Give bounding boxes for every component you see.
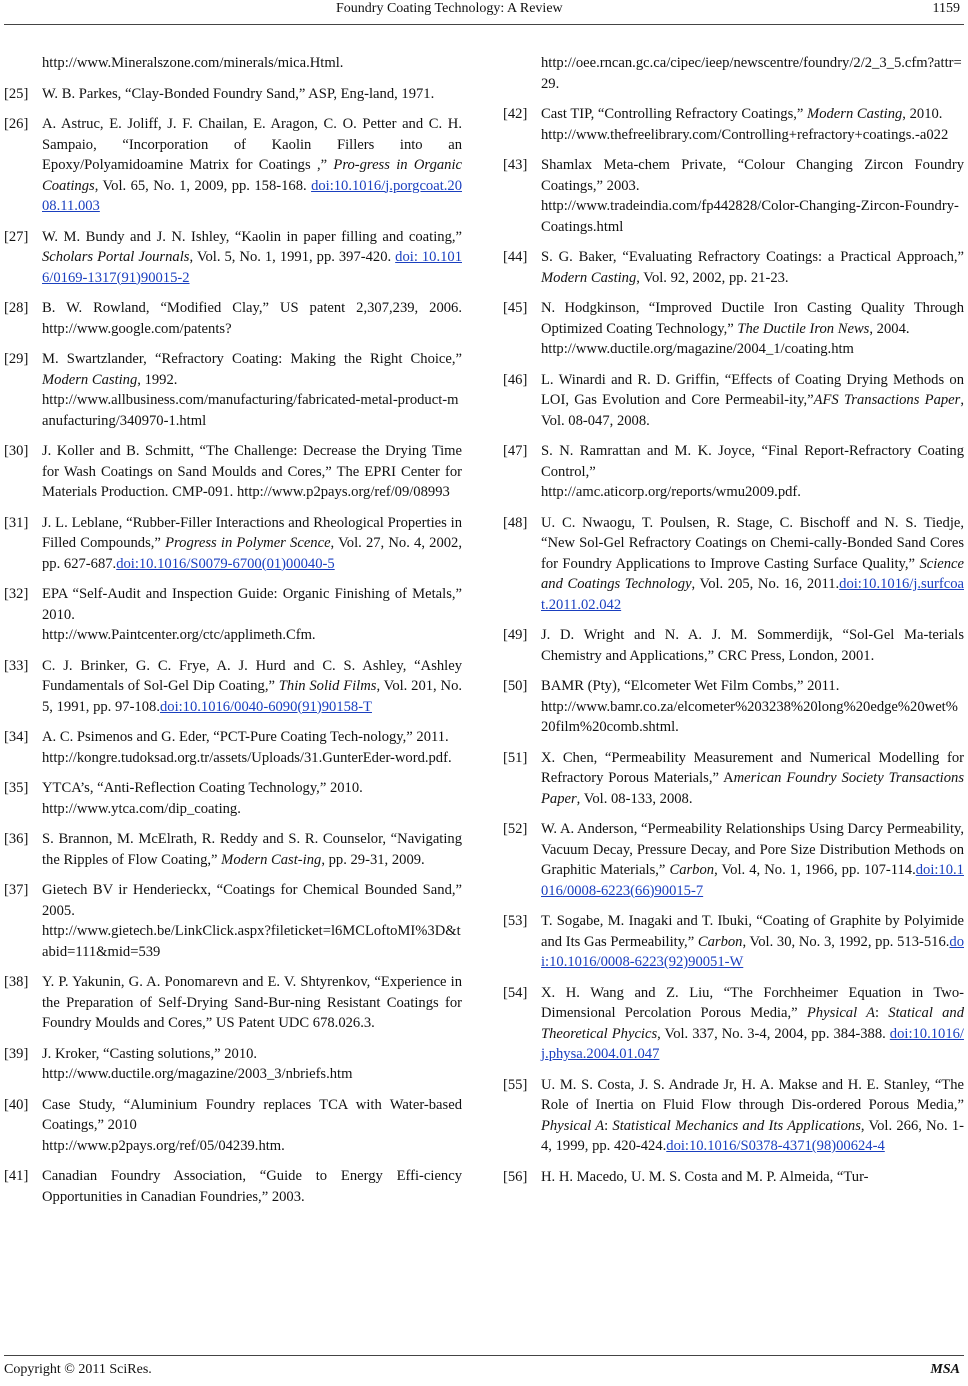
- journal-title: Physical A: [541, 1117, 605, 1134]
- journal-abbrev: MSA: [930, 1362, 960, 1377]
- reference-number: [29]: [4, 351, 29, 367]
- reference-entry: [503, 513, 964, 616]
- reference-segment: J. L. Leblane, “Rubber-Filler Interactions and Rheological Properties in Filled Compounds,”: [42, 514, 462, 551]
- reference-number: [33]: [4, 657, 29, 674]
- reference-entry: [4, 1044, 462, 1085]
- reference-entry: [503, 298, 964, 360]
- reference-segment: , Vol. 337, No. 3-4, 2004, pp. 384-388.: [657, 1025, 890, 1042]
- reference-url[interactable]: http://www.p2pays.org/ref/05/04239.htm.: [42, 1137, 285, 1154]
- reference-text: [541, 985, 964, 1063]
- reference-segment: BAMR (Pty), “Elcometer Wet Film Combs,” 2011.: [541, 678, 840, 694]
- reference-segment: W. A. Anderson, “Permeability Relationships Using Darcy Permeability, Vacuum Decay, Pressure Decay, and Pore Size Distribution Methods on Graphitic Materials,”: [541, 821, 964, 878]
- reference-url[interactable]: http://www.tradeindia.com/fp442828/Color-Changing-Zircon-Foundry-Coatings.html: [541, 198, 959, 235]
- continuation-line: [4, 53, 462, 74]
- reference-number: [45]: [503, 300, 528, 316]
- reference-text: [541, 1077, 964, 1155]
- reference-segment: J. D. Wright and N. A. J. M. Sommerdijk, “Sol-Gel Ma-terials Chemistry and Applications,” CRC Press, London, 2001.: [541, 627, 964, 664]
- journal-title: Modern Cast-ing: [221, 851, 322, 868]
- reference-segment: X. Chen, “Permeability Measurement and Numerical Modelling for Refractory Porous Materials,” A: [541, 749, 964, 786]
- reference-text: [42, 1046, 462, 1085]
- reference-entry: [503, 247, 964, 288]
- reference-number: [49]: [503, 627, 528, 643]
- footer-rule: [4, 1355, 964, 1356]
- journal-title: Scholars Portal Journals: [42, 249, 190, 265]
- reference-text: [541, 678, 964, 738]
- running-head: [0, 0, 968, 24]
- copyright-text: Copyright © 2011 SciRes.: [4, 1362, 152, 1377]
- reference-segment: A. Astruc, E. Joliff, J. F. Chailan, E. Aragon, C. O. Petter and C. H. Sampaio, “Incorporation of Kaolin Fillers into an Epoxy/Polyamidoamine Matrix for Coatings ,”: [42, 116, 462, 173]
- reference-segment: T. Sogabe, M. Inagaki and T. Ibuki, “Coating of Graphite by Polyimide and Its Gas Permeability,”: [541, 913, 964, 950]
- reference-segment: , Vol. 27, No. 4, 2002, pp. 627-687.: [42, 535, 462, 572]
- reference-number: [54]: [503, 984, 528, 1001]
- reference-segment: X. H. Wang and Z. Liu, “The Forchheimer Equation in Two-Dimensional Percolation Porous Media,”: [541, 984, 964, 1021]
- journal-title: Progress in Polymer Scence: [165, 535, 331, 551]
- reference-segment: W. M. Bundy and J. N. Ishley, “Kaolin in paper filling and coating,”: [42, 228, 462, 245]
- reference-number: [32]: [4, 586, 29, 602]
- reference-entry: [503, 748, 964, 810]
- reference-entry: [503, 819, 964, 901]
- reference-segment: , Vol. 5, No. 1, 1991, pp. 397-420.: [189, 249, 396, 265]
- reference-segment: , Vol. 201, No. 5, 1991, pp. 97-108.: [42, 678, 463, 715]
- reference-number: [42]: [503, 106, 528, 122]
- reference-segment: Cast TIP, “Controlling Refractory Coatings,”: [541, 106, 808, 122]
- reference-url[interactable]: http://amc.aticorp.org/reports/wmu2009.pdf.: [541, 484, 801, 500]
- reference-entry: [4, 584, 462, 646]
- reference-segment: U. C. Nwaogu, T. Poulsen, R. Stage, C. Bischoff and N. S. Tiedje, “New Sol-Gel Refractory Coatings on Chemi-cally-Bonded Sand Cores for Foundry Applications to Improve Casting Surface Quality,”: [541, 514, 964, 572]
- reference-segment: N. Hodgkinson, “Improved Ductile Iron Casting Quality Through Optimized Coating Technology,”: [541, 300, 964, 337]
- reference-number: [28]: [4, 300, 29, 316]
- reference-number: [52]: [503, 821, 528, 837]
- reference-entry: [4, 1166, 462, 1207]
- journal-title: Modern Casting: [807, 106, 903, 122]
- reference-segment: :: [604, 1117, 613, 1134]
- doi-link[interactable]: doi: 10.1016/0169-1317(91)90015-2: [42, 249, 462, 286]
- reference-number: [35]: [4, 780, 29, 796]
- journal-title: Carbon: [669, 862, 715, 878]
- reference-number: [47]: [503, 443, 528, 459]
- reference-text: [541, 157, 964, 237]
- doi-link[interactable]: doi:10.1016/S0079-6700(01)00040-5: [116, 555, 335, 572]
- reference-text: [42, 586, 462, 646]
- reference-segment: , Vol. 92, 2002, pp. 21-23.: [636, 269, 789, 286]
- reference-number: [48]: [503, 514, 528, 531]
- reference-entry: [503, 104, 964, 145]
- reference-entry: [503, 911, 964, 973]
- reference-text: [541, 627, 964, 664]
- reference-segment: EPA “Self-Audit and Inspection Guide: Organic Finishing of Metals,” 2010.: [42, 586, 462, 623]
- reference-number: [37]: [4, 882, 29, 898]
- reference-entry: [4, 298, 462, 339]
- reference-number: [25]: [4, 85, 29, 102]
- reference-segment: M. Swartzlander, “Refractory Coating: Making the Right Choice,”: [42, 351, 462, 367]
- reference-url[interactable]: http://www.bamr.co.za/elcometer%203238%20long%20edge%20wet%20film%20comb.shtml.: [541, 698, 958, 735]
- reference-number: [46]: [503, 371, 528, 388]
- reference-text: [541, 515, 964, 613]
- journal-title: merican Foundry Society Transactions Paper: [541, 770, 964, 807]
- reference-text: [42, 443, 462, 500]
- reference-segment: YTCA’s, “Anti-Reflection Coating Technology,” 2010.: [42, 780, 363, 796]
- reference-text: [541, 913, 964, 970]
- reference-text: [42, 1168, 462, 1205]
- reference-segment: , 2004.: [869, 320, 910, 337]
- journal-title: Statistical Mechanics and Its Applications: [612, 1117, 861, 1134]
- reference-text: [42, 229, 462, 286]
- reference-text: [541, 821, 964, 899]
- reference-segment: J. Koller and B. Schmitt, “The Challenge: Decrease the Drying Time for Wash Coatings on Sand Moulds and Cores,” The EPRI Center for Materials Production. CMP-091. http://www.p2pays.org/ref/09/08993: [42, 443, 462, 500]
- page-number: 1159: [932, 1, 960, 16]
- reference-segment: :: [875, 1005, 889, 1021]
- reference-entry: [503, 370, 964, 432]
- reference-url[interactable]: http://www.gietech.be/LinkClick.aspx?fileticket=l6MCLoftoMI%3D&tabid=111&mid=539: [42, 923, 461, 960]
- reference-segment: B. W. Rowland, “Modified Clay,” US patent 2,307,239, 2006. http://www.google.com/patents?: [42, 300, 462, 337]
- reference-text: [42, 658, 462, 715]
- reference-text: [42, 351, 462, 431]
- reference-segment: , pp. 29-31, 2009.: [321, 851, 425, 868]
- reference-segment: , Vol. 4, No. 1, 1966, pp. 107-114.: [714, 862, 916, 878]
- journal-title: AFS Transactions Paper: [813, 392, 961, 408]
- reference-number: [26]: [4, 116, 29, 132]
- reference-text: [42, 882, 462, 962]
- reference-number: [56]: [503, 1168, 528, 1185]
- reference-number: [34]: [4, 729, 29, 745]
- reference-text: [541, 106, 964, 145]
- doi-link[interactable]: doi:10.1016/0008-6223(66)90015-7: [541, 862, 964, 899]
- left-column: [4, 53, 462, 1217]
- reference-entry: [4, 114, 462, 217]
- reference-entry: [4, 972, 462, 1034]
- reference-text: [42, 515, 462, 572]
- reference-number: [36]: [4, 831, 29, 847]
- reference-text: [42, 780, 462, 819]
- reference-text: [42, 729, 462, 768]
- reference-entry: [4, 441, 462, 503]
- reference-segment: Gietech BV ir Henderieckx, “Coatings for Chemical Bounded Sand,” 2005.: [42, 882, 462, 919]
- reference-segment: , Vol. 205, No. 16, 2011.: [691, 576, 840, 592]
- reference-entry: [4, 1095, 462, 1157]
- journal-title: Pro-gress in Organic Coatings: [42, 157, 462, 194]
- right-column: [503, 53, 964, 1197]
- doi-link[interactable]: doi:10.1016/j.surfcoat.2011.02.042: [541, 576, 964, 613]
- reference-text: [42, 831, 462, 868]
- reference-url[interactable]: http://oee.rncan.gc.ca/cipec/ieep/newscentre/foundry/2/2_3_5.cfm?attr=29.: [541, 55, 962, 92]
- reference-entry: [4, 727, 462, 768]
- reference-segment: Case Study, “Aluminium Foundry replaces TCA with Water-based Coatings,” 2010: [42, 1096, 462, 1133]
- reference-segment: Y. P. Yakunin, G. A. Ponomarevn and E. V. Shtyrenkov, “Experience in the Preparation of Self-Drying Sand-Bur-ning Resistant Coatings for Foundry Moulds and Cores,” US Patent UDC 678.026.3.: [42, 974, 462, 1031]
- reference-segment: , 1992.: [137, 371, 178, 388]
- journal-title: Modern Casting: [42, 371, 138, 388]
- reference-entry: [503, 1167, 964, 1188]
- reference-entry: [4, 84, 462, 105]
- reference-segment: A. C. Psimenos and G. Eder, “PCT-Pure Coating Tech-nology,” 2011.: [42, 729, 449, 745]
- reference-text: [42, 974, 462, 1031]
- journal-title: Science and Coatings Technology: [541, 555, 964, 592]
- reference-number: [43]: [503, 157, 528, 173]
- journal-title: Modern Casting: [541, 269, 637, 286]
- reference-number: [40]: [4, 1096, 29, 1113]
- reference-segment: S. G. Baker, “Evaluating Refractory Coatings: a Practical Approach,”: [541, 249, 964, 265]
- reference-entry: [4, 349, 462, 431]
- doi-link[interactable]: doi:10.1016/0008-6223(92)90051-W: [541, 933, 964, 970]
- reference-url[interactable]: http://www.Mineralszone.com/minerals/mica.Html.: [42, 55, 344, 71]
- reference-segment: S. N. Ramrattan and M. K. Joyce, “Final Report-Refractory Coating Control,”: [541, 443, 964, 480]
- running-title: Foundry Coating Technology: A Review: [336, 1, 563, 16]
- reference-number: [51]: [503, 749, 528, 766]
- reference-text: [42, 1097, 462, 1157]
- reference-text: [541, 300, 964, 360]
- reference-entry: [503, 676, 964, 738]
- reference-url[interactable]: http://www.thefreelibrary.com/Controlling+refractory+coatings.-a022: [541, 126, 949, 143]
- header-rule: [4, 24, 964, 25]
- reference-url[interactable]: http://www.Paintcenter.org/ctc/applimeth.Cfm.: [42, 627, 316, 643]
- reference-segment: W. B. Parkes, “Clay-Bonded Foundry Sand,” ASP, Eng-land, 1971.: [42, 85, 435, 102]
- reference-segment: , Vol. 08-133, 2008.: [576, 790, 693, 807]
- reference-number: [44]: [503, 249, 528, 265]
- doi-link[interactable]: doi:10.1016/j.physa.2004.01.047: [541, 1025, 964, 1062]
- reference-text: [541, 372, 964, 429]
- reference-segment: Shamlax Meta-chem Private, “Colour Changing Zircon Foundry Coatings,” 2003.: [541, 157, 964, 194]
- reference-number: [30]: [4, 443, 29, 459]
- continuation-line: [503, 53, 964, 94]
- journal-title: Carbon: [697, 933, 743, 950]
- reference-number: [55]: [503, 1076, 528, 1093]
- reference-number: [31]: [4, 514, 29, 531]
- reference-text: [541, 443, 964, 503]
- reference-entry: [503, 441, 964, 503]
- reference-segment: L. Winardi and R. D. Griffin, “Effects of Coating Drying Methods on LOI, Gas Evolution and Core Permeabil-ity,”: [541, 371, 964, 408]
- reference-number: [50]: [503, 678, 528, 694]
- reference-entry: [4, 829, 462, 870]
- reference-segment: J. Kroker, “Casting solutions,” 2010.: [42, 1045, 258, 1062]
- reference-entry: [4, 656, 462, 718]
- reference-entry: [503, 1075, 964, 1157]
- reference-segment: , Vol. 30, No. 3, 1992, pp. 513-516.: [742, 933, 950, 950]
- journal-title: Physical A: [806, 1005, 876, 1021]
- reference-segment: , Vol. 266, No. 1-4, 1999, pp. 420-424.: [541, 1117, 964, 1154]
- reference-entry: [4, 227, 462, 289]
- doi-link[interactable]: doi:10.1016/0040-6090(91)90158-T: [159, 698, 372, 715]
- reference-text: [42, 116, 462, 214]
- reference-entry: [4, 513, 462, 575]
- reference-text: [42, 86, 434, 102]
- journal-title: Statical and Theoretical Phycics: [541, 1005, 964, 1042]
- reference-segment: H. H. Macedo, U. M. S. Costa and M. P. Almeida, “Tur-: [541, 1168, 869, 1185]
- reference-url[interactable]: http://www.ductile.org/magazine/2003_3/nbriefs.htm: [42, 1066, 353, 1082]
- reference-segment: , Vol. 08-047, 2008.: [541, 392, 964, 429]
- reference-segment: , 2010.: [902, 106, 943, 122]
- reference-text: [541, 750, 964, 807]
- reference-number: [53]: [503, 913, 528, 929]
- reference-entry: [4, 778, 462, 819]
- reference-number: [38]: [4, 974, 29, 990]
- reference-entry: [503, 155, 964, 237]
- doi-link[interactable]: doi:10.1016/S0378-4371(98)00624-4: [666, 1138, 885, 1154]
- reference-url[interactable]: http://www.allbusiness.com/manufacturing/fabricated-metal-product-manufacturing/340970-1.html: [42, 392, 459, 429]
- reference-url[interactable]: http://kongre.tudoksad.org.tr/assets/Uploads/31.GunterEder-word.pdf.: [42, 749, 452, 766]
- reference-number: [39]: [4, 1045, 29, 1062]
- reference-segment: S. Brannon, M. McElrath, R. Reddy and S. R. Counselor, “Navigating the Ripples of Flow Coating,”: [42, 831, 462, 868]
- reference-url[interactable]: http://www.ytca.com/dip_coating.: [42, 800, 241, 817]
- reference-entry: [4, 880, 462, 962]
- reference-segment: Canadian Foundry Association, “Guide to Energy Effi-ciency Opportunities in Canadian Foundries,” 2003.: [42, 1168, 462, 1205]
- reference-number: [41]: [4, 1168, 29, 1184]
- reference-segment: C. J. Brinker, G. C. Frye, A. J. Hurd and C. S. Ashley, “Ashley Fundamentals of Sol-Gel Dip Coating,”: [42, 657, 462, 694]
- reference-number: [27]: [4, 228, 29, 245]
- journal-title: Thin Solid Films: [278, 678, 377, 694]
- reference-text: [541, 249, 964, 286]
- doi-link[interactable]: doi:10.1016/j.porgcoat.2008.11.003: [42, 177, 462, 214]
- reference-url[interactable]: http://www.ductile.org/magazine/2004_1/coating.htm: [541, 341, 854, 357]
- journal-title: The Ductile Iron News: [737, 320, 870, 337]
- reference-text: [541, 1169, 869, 1185]
- reference-entry: [503, 983, 964, 1065]
- reference-text: [42, 300, 462, 337]
- reference-segment: , Vol. 65, No. 1, 2009, pp. 158-168.: [94, 177, 312, 194]
- reference-segment: U. M. S. Costa, J. S. Andrade Jr, H. A. Makse and H. E. Stanley, “The Role of Inertia on Fluid Flow through Dis-ordered Porous Media,”: [541, 1076, 964, 1113]
- reference-entry: [503, 625, 964, 666]
